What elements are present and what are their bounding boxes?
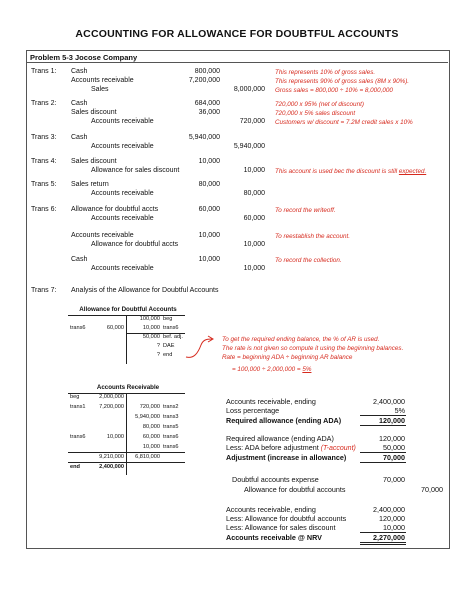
explanation-note: 720,000 x 95% (net of discount) xyxy=(275,101,364,108)
debit-amount: 5,940,000 xyxy=(188,134,220,141)
t-account-cell: beg xyxy=(163,316,173,322)
nrv-less-asd-value: 10,000 xyxy=(383,523,405,532)
t-account-cell: 2,400,000 xyxy=(99,464,124,470)
t-account-cell: 9,210,000 xyxy=(99,454,124,460)
credit-amount: 10,000 xyxy=(243,241,265,248)
t-account-note: (T-account) xyxy=(320,445,356,452)
debit-account: Cash xyxy=(71,68,88,75)
required-ada-value: 120,000 xyxy=(379,416,405,425)
ar-total-line xyxy=(68,452,185,453)
t-account-cell: 6,810,000 xyxy=(135,454,160,460)
nrv-less-ada-label: Less: Allowance for doubtful accounts xyxy=(226,514,347,523)
required-ada-value-2: 120,000 xyxy=(379,434,405,443)
nrv-less-ada-value: 120,000 xyxy=(379,514,405,523)
ar-end-line xyxy=(68,462,185,463)
debit-account: Cash xyxy=(71,134,88,141)
credit-account: Accounts receivable xyxy=(91,190,154,197)
debit-amount: 36,000 xyxy=(198,109,220,116)
debit-account: Accounts receivable xyxy=(71,232,134,239)
less-ada-value: 50,000 xyxy=(383,443,405,452)
adjustment-value: 70,000 xyxy=(383,453,405,462)
debit-amount: 684,000 xyxy=(194,100,220,107)
credit-account: Allowance for sales discount xyxy=(91,167,180,174)
debit-amount: 800,000 xyxy=(194,68,220,75)
t-account-cell: trans6 xyxy=(163,444,179,450)
rule xyxy=(360,544,406,545)
debit-amount: 10,000 xyxy=(198,158,220,165)
ada-note-line2: The rate is not given so compute it using the beginning balances. xyxy=(222,345,404,352)
t-account-cell: 10,000 xyxy=(142,325,160,331)
t-account-cell: 10,000 xyxy=(106,434,124,440)
nrv-ar-label: Accounts receivable, ending xyxy=(226,505,316,514)
t-account-cell: trans6 xyxy=(163,434,179,440)
debit-account: Sales return xyxy=(71,181,109,188)
rule xyxy=(360,425,406,426)
t-account-cell: 7,200,000 xyxy=(99,404,124,410)
explanation-note: To reestablish the account. xyxy=(275,233,351,240)
dae-credit-account: Allowance for doubtful accounts xyxy=(244,485,346,494)
explanation-note: Gross sales = 800,000 ÷ 10% = 8,000,000 xyxy=(275,87,393,94)
t-account-cell: 60,000 xyxy=(106,325,124,331)
credit-amount: 720,000 xyxy=(239,118,265,125)
t-account-cell: trans5 xyxy=(163,424,179,430)
explanation-note: To record the collection. xyxy=(275,257,342,264)
credit-account: Sales xyxy=(91,86,109,93)
credit-amount: 5,940,000 xyxy=(233,143,265,150)
nrv-less-asd-label: Less: Allowance for sales discount xyxy=(226,523,336,532)
rule xyxy=(360,462,406,463)
less-ada-label: Less: ADA before adjustment xyxy=(226,443,321,452)
curved-arrow-icon xyxy=(184,335,216,361)
debit-amount: 10,000 xyxy=(198,232,220,239)
debit-account: Sales discount xyxy=(71,109,117,116)
ada-t-account-title: Allowance for Doubtful Accounts xyxy=(79,306,177,313)
required-ada-label: Required allowance (ending ADA) xyxy=(226,416,342,425)
credit-account: Allowance for doubtful accts xyxy=(91,241,179,248)
trans-label: Trans 6: xyxy=(31,206,57,213)
debit-account: Sales discount xyxy=(71,158,117,165)
debit-account: Cash xyxy=(71,100,88,107)
trans-label: Trans 4: xyxy=(31,158,57,165)
explanation-note: Customers w/ discount = 7.2M credit sales x 10% xyxy=(275,119,413,126)
t-account-cell: 100,000 xyxy=(139,316,160,322)
explanation-note: This account is used bec the discount is still expected. xyxy=(275,168,427,175)
adjustment-label: Adjustment (increase in allowance) xyxy=(226,453,347,462)
problem-heading: Problem 5-3 Jocose Company xyxy=(30,53,138,62)
credit-amount: 8,000,000 xyxy=(233,86,265,93)
nrv-value: 2,270,000 xyxy=(373,533,405,542)
trans-label: Trans 2: xyxy=(31,100,57,107)
credit-amount: 80,000 xyxy=(243,190,265,197)
loss-pct-value: 5% xyxy=(394,406,405,415)
rule xyxy=(360,542,406,543)
t-account-cell: 50,000 xyxy=(142,334,160,340)
explanation-note: This represents 10% of gross sales. xyxy=(275,69,376,76)
debit-amount: 10,000 xyxy=(198,256,220,263)
explanation-note: This represents 90% of gross sales (8M x 90%). xyxy=(275,78,410,85)
trans-label: Trans 3: xyxy=(31,134,57,141)
ada-note-line1: To get the required ending balance, the % of AR is used. xyxy=(222,336,380,343)
debit-amount: 7,200,000 xyxy=(188,77,220,84)
credit-account: Accounts receivable xyxy=(91,143,154,150)
ar-ending-label: Accounts receivable, ending xyxy=(226,397,316,406)
credit-account: Accounts receivable xyxy=(91,265,154,272)
nrv-label: Accounts receivable @ NRV xyxy=(226,533,322,542)
t-account-cell: ? xyxy=(156,352,160,358)
t-account-cell: 5,940,000 xyxy=(135,414,160,420)
trans7-text: Analysis of the Allowance for Doubtful Accounts xyxy=(71,287,219,294)
ada-note-line4: = 100,000 ÷ 2,000,000 = xyxy=(232,366,303,373)
ada-note-line3: Rate = beginning ADA ÷ beginning AR balance xyxy=(222,354,353,361)
t-account-cell: end xyxy=(163,352,173,358)
t-account-cell: 10,000 xyxy=(142,444,160,450)
required-ada-label-2: Required allowance (ending ADA) xyxy=(226,434,334,443)
t-account-cell: ? xyxy=(156,343,160,349)
t-account-cell: 720,000 xyxy=(139,404,160,410)
t-account-cell: bef. adj. xyxy=(163,334,183,340)
t-account-cell: trans6 xyxy=(70,434,86,440)
dae-credit-amount: 70,000 xyxy=(421,485,443,494)
debit-account: Allowance for doubtful accts xyxy=(71,206,159,213)
t-account-cell: trans6 xyxy=(163,325,179,331)
debit-amount: 60,000 xyxy=(198,206,220,213)
t-account-cell: end xyxy=(70,464,80,470)
dae-debit-account: Doubtful accounts expense xyxy=(232,475,319,484)
dae-debit-amount: 70,000 xyxy=(383,475,405,484)
loss-pct-label: Loss percentage xyxy=(226,406,280,415)
page-title: ACCOUNTING FOR ALLOWANCE FOR DOUBTFUL ACCOUNTS xyxy=(75,28,399,40)
ada-t-account-center-line xyxy=(126,315,127,364)
nrv-ar-value: 2,400,000 xyxy=(373,505,405,514)
trans-label: Trans 5: xyxy=(31,181,57,188)
credit-amount: 10,000 xyxy=(243,167,265,174)
trans7-label: Trans 7: xyxy=(31,287,57,294)
debit-amount: 80,000 xyxy=(198,181,220,188)
t-account-cell: trans1 xyxy=(70,404,86,410)
credit-account: Accounts receivable xyxy=(91,215,154,222)
credit-amount: 10,000 xyxy=(243,265,265,272)
trans-label: Trans 1: xyxy=(31,68,57,75)
t-account-cell: DAE xyxy=(163,343,175,349)
rate-result: 5% xyxy=(302,366,312,373)
t-account-cell: 80,000 xyxy=(142,424,160,430)
explanation-note: To record the writeoff. xyxy=(275,207,336,214)
t-account-cell: trans3 xyxy=(163,414,179,420)
debit-account: Accounts receivable xyxy=(71,77,134,84)
credit-amount: 60,000 xyxy=(243,215,265,222)
t-account-cell: beg xyxy=(70,394,80,400)
t-account-cell: 60,000 xyxy=(142,434,160,440)
credit-account: Accounts receivable xyxy=(91,118,154,125)
t-account-cell: trans6 xyxy=(70,325,86,331)
ar-ending-value: 2,400,000 xyxy=(373,397,405,406)
explanation-note: 720,000 x 5% sales discount xyxy=(275,110,356,117)
t-account-cell: trans2 xyxy=(163,404,179,410)
debit-account: Cash xyxy=(71,256,88,263)
header-divider xyxy=(27,62,448,63)
t-account-cell: 2,000,000 xyxy=(99,394,124,400)
ar-t-account-title: Accounts Receivable xyxy=(96,384,160,391)
